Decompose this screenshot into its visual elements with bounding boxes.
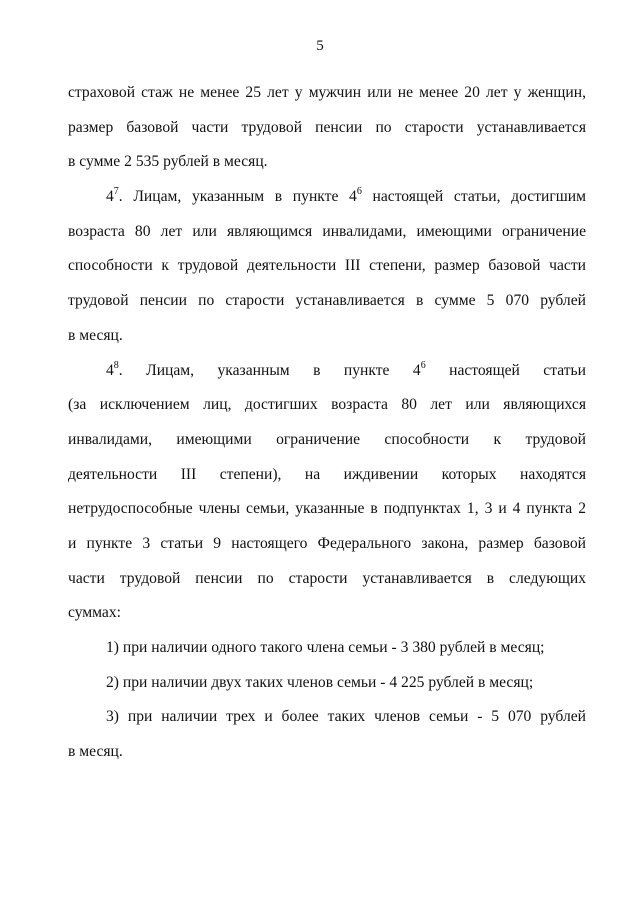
text-line: трудовой пенсии по старости устанавливается в сумме 5 070 рублей (68, 292, 586, 310)
text-line: размер базовой части трудовой пенсии по старости устанавливается (68, 118, 586, 136)
text-line: 3) при наличии трех и более таких членов семьи - 5 070 рублей (106, 708, 586, 726)
page-number: 5 (316, 38, 324, 54)
text-span: . Лицам, указанным в пункте 4 (118, 188, 357, 206)
text-span: настоящей статьи (425, 361, 586, 379)
superscript: 6 (420, 359, 426, 371)
text-line: способности к трудовой деятельности III степени, размер базовой части (68, 257, 586, 275)
text-span: 4 (106, 188, 114, 206)
text-line: части трудовой пенсии по старости устанавливается в следующих (68, 569, 586, 587)
text-span: настоящей статьи, достигшим (361, 188, 586, 206)
document-body (68, 76, 586, 770)
text-span: . Лицам, указанным в пункте 4 (118, 361, 421, 379)
text-span: 4 (106, 361, 114, 379)
text-line: страховой стаж не менее 25 лет у мужчин или не менее 20 лет у женщин, (68, 84, 586, 101)
text-line: 1) при наличии одного такого члена семьи - 3 380 рублей в месяц; (106, 639, 545, 656)
text-line: 2) при наличии двух таких членов семьи - 4 225 рублей в месяц; (106, 673, 534, 691)
text-line: (за исключением лиц, достигших возраста 80 лет или являющихся (68, 396, 586, 414)
text-line: в сумме 2 535 рублей в месяц. (68, 153, 268, 171)
text-line: возраста 80 лет или являющимся инвалидами, имеющими ограничение (68, 222, 586, 240)
text-line (68, 354, 586, 389)
superscript: 6 (356, 186, 362, 198)
text-line: суммах: (68, 604, 121, 622)
text-line (68, 180, 586, 215)
text-line: в месяц. (68, 743, 123, 761)
text-line: деятельности III степени), на иждивении которых находятся (68, 465, 586, 483)
superscript: 8 (113, 359, 119, 371)
text-line: инвалидами, имеющими ограничение способности к трудовой (68, 430, 586, 448)
text-line: в месяц. (68, 326, 123, 344)
text-line: и пункте 3 статьи 9 настоящего Федерального закона, размер базовой (68, 534, 586, 552)
superscript: 7 (113, 186, 119, 198)
text-line: нетрудоспособные члены семьи, указанные в подпунктах 1, 3 и 4 пункта 2 (68, 500, 586, 518)
